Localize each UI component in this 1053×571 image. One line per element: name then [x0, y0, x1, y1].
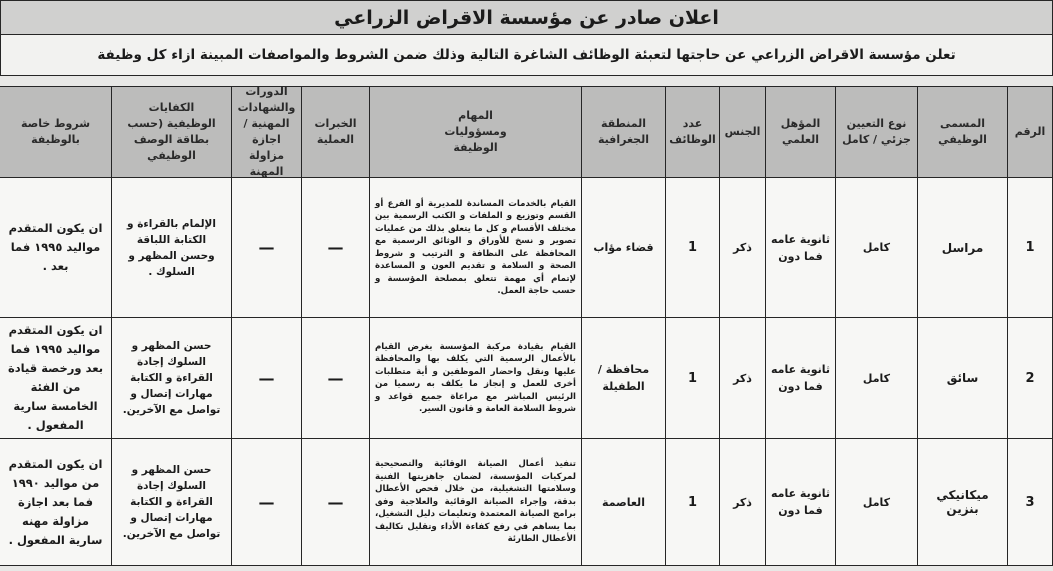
header-special-conditions: شروط خاصة بالوظيفة [0, 87, 112, 178]
cell-number: 3 [1008, 439, 1053, 566]
cell-qualification: ثانوية عامه فما دون [766, 439, 836, 566]
cell-job-title: سائق [918, 318, 1008, 439]
cell-vacancies: 1 [666, 318, 720, 439]
cell-region: العاصمة [582, 439, 666, 566]
header-tasks: المهام ومسؤوليات الوظيفة [370, 87, 582, 178]
cell-qualification: ثانوية عامه فما دون [766, 178, 836, 318]
cell-gender: ذكر [720, 178, 766, 318]
cell-number: 1 [1008, 178, 1053, 318]
cell-number: 2 [1008, 318, 1053, 439]
table-header-row [0, 87, 1053, 178]
spacer [0, 76, 1053, 86]
cell-experience: — [302, 439, 370, 566]
header-vacancies: عدد الوظائف [666, 87, 720, 178]
cell-gender: ذكر [720, 439, 766, 566]
cell-job-title: مراسل [918, 178, 1008, 318]
cell-vacancies: 1 [666, 178, 720, 318]
header-qualification: المؤهل العلمي [766, 87, 836, 178]
cell-experience: — [302, 178, 370, 318]
cell-competencies: حسن المظهر و السلوك إجادة القراءة و الكتابة مهارات إتصال و تواصل مع الآخرين. [112, 318, 232, 439]
header-competencies: الكفايات الوظيفية (حسب بطاقة الوصف الوظيفي [112, 87, 232, 178]
table-row [0, 178, 1053, 318]
cell-appointment-type: كامل [836, 318, 918, 439]
cell-job-title: ميكانيكي بنزين [918, 439, 1008, 566]
cell-appointment-type: كامل [836, 178, 918, 318]
cell-qualification: ثانوية عامه فما دون [766, 318, 836, 439]
header-courses: الدورات والشهادات المهنية /اجازة مزاولة المهنة [232, 87, 302, 178]
cell-special-conditions: ان يكون المتقدم من مواليد ١٩٩٠ فما بعد اجازة مزاولة مهنه سارية المفعول . [0, 439, 112, 566]
header-region: المنطقة الجغرافية [582, 87, 666, 178]
cell-tasks: القيام بالخدمات المساندة للمديرية أو الفرع أو القسم وتوزيع و الملفات و الكتب الرسمية بين مختلف الأقسام و كل ما يتعلق بذلك من عمليات تصوير و نسخ للأوراق و الوثائق الرسمية مع المحافظة على النظافة و الترتيب و شروط الصحة و السلامة و تقديم العون و المساعدة لإتمام أي مهمة تتعلق بمصلحة المؤسسة و حسب حاجة العمل. [370, 178, 582, 318]
header-experience: الخبرات العملية [302, 87, 370, 178]
cell-gender: ذكر [720, 318, 766, 439]
header-appointment-type: نوع التعيين جزئي / كامل [836, 87, 918, 178]
cell-experience: — [302, 318, 370, 439]
cell-vacancies: 1 [666, 439, 720, 566]
header-number: الرقم [1008, 87, 1053, 178]
header-job-title: المسمى الوظيفي [918, 87, 1008, 178]
cell-competencies: الإلمام بالقراءة و الكتابة اللباقة وحسن المظهر و السلوك . [112, 178, 232, 318]
vacancies-table [0, 86, 1053, 566]
cell-special-conditions: ان يكون المتقدم مواليد ١٩٩٥ فما بعد ورخصة قيادة من الفئة الخامسة سارية المفعول . [0, 318, 112, 439]
cell-courses: — [232, 178, 302, 318]
cell-region: قضاء مؤاب [582, 178, 666, 318]
announcement-subtitle: تعلن مؤسسة الاقراض الزراعي عن حاجتها لتعبئة الوظائف الشاغرة التالية وذلك ضمن الشروط والمواصفات المبينة ازاء كل وظيفة [0, 35, 1053, 76]
cell-region: محافظة / الطفيلة [582, 318, 666, 439]
cell-competencies: حسن المظهر و السلوك إجادة القراءة و الكتابة مهارات إتصال و تواصل مع الآخرين. [112, 439, 232, 566]
cell-tasks: تنفيذ أعمال الصيانة الوقائية والتصحيحية لمركبات المؤسسة، لضمان جاهزيتها الفنية وسلامتها التشغيلية، من خلال فحص الأعطال بدقة، وإجراء الصيانة الوقائية والعلاجية وفق برامج الصيانة المعتمدة وتعليمات دليل التشغيل، بما يساهم في رفع كفاءة الأداء وتقليل تكاليف الأعطال الطارئة [370, 439, 582, 566]
cell-courses: — [232, 318, 302, 439]
cell-tasks: القيام بقيادة مركبة المؤسسة بغرض القيام بالأعمال الرسمية التي يكلف بها والمحافظة عليها ونقل واحضار الموظفين و أية متطلبات أخرى للعمل و إنجاز ما يكلف به رسميا من الرئيس المباشر مع مراعاة جميع قواعد و شروط السلامة العامة و قانون السير. [370, 318, 582, 439]
cell-courses: — [232, 439, 302, 566]
table-row [0, 318, 1053, 439]
announcement-title: اعلان صادر عن مؤسسة الاقراض الزراعي [0, 0, 1053, 35]
cell-special-conditions: ان يكون المتقدم مواليد ١٩٩٥ فما بعد . [0, 178, 112, 318]
table-row [0, 439, 1053, 566]
cell-appointment-type: كامل [836, 439, 918, 566]
header-gender: الجنس [720, 87, 766, 178]
